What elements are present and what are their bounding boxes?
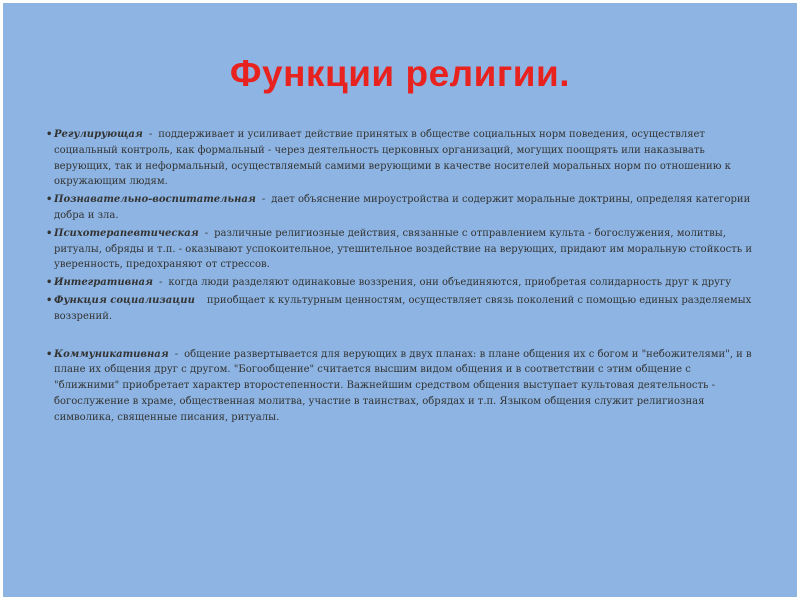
item-text: общение развертывается для верующих в двух планах: в плане общения их с богом и "небожителями", и в плане их общения друг с другом. "Богообщение" считается высшим видом общения и в соответствии с этим общение с "ближними" приобретает характер второстепенности. Важнейшим средством общения выступает культовая деятельность - богослужение в храме, общественная молитва, участие в таинствах, обрядах и т.п. Языком общения служит религиозная символика, священные писания, ритуалы. bbox=[54, 348, 752, 423]
list-item-cognitive bbox=[48, 192, 756, 224]
item-term: Коммуникативная bbox=[54, 348, 169, 360]
item-separator: - bbox=[174, 348, 179, 360]
bullet-icon: • bbox=[46, 227, 53, 239]
bullet-icon: • bbox=[46, 348, 53, 360]
list-item-socialization bbox=[48, 293, 756, 325]
item-text: дает объяснение мироустройства и содержит моральные доктрины, определяя категории добра и зла. bbox=[54, 194, 751, 221]
list-item-communicative bbox=[48, 347, 756, 426]
item-text: различные религиозные действия, связанные с отправлением культа - богослужения, молитвы, ритуалы, обряды и т.п. - оказывают успокоительное, утешительное воздействие на верующих, придают им моральную стойкость и уверенность, предохраняют от стрессов. bbox=[54, 227, 753, 271]
item-separator: - bbox=[158, 277, 163, 289]
bullet-icon: • bbox=[46, 194, 53, 206]
item-separator: - bbox=[261, 194, 266, 206]
item-term: Регулирующая bbox=[54, 129, 143, 140]
bullet-icon: • bbox=[46, 129, 53, 140]
item-separator: - bbox=[204, 227, 209, 239]
list-item-psychotherapeutic bbox=[48, 226, 756, 273]
slide-title: Функции религии. bbox=[229, 53, 571, 94]
bullet-icon: • bbox=[46, 294, 53, 306]
functions-list bbox=[48, 127, 756, 428]
list-item-integrative bbox=[48, 275, 756, 291]
item-text: когда люди разделяют одинаковые воззрения, они объединяются, приобретая солидарность друг к другу bbox=[168, 277, 732, 289]
bullet-icon: • bbox=[46, 277, 53, 289]
slide bbox=[3, 3, 797, 597]
item-term: Функция социализации bbox=[54, 294, 195, 306]
item-separator: - bbox=[148, 129, 153, 140]
item-text: поддерживает и усиливает действие принятых в обществе социальных норм поведения, осуществляет социальный контроль, как формальный - через деятельность церковных организаций, могущих поощрять или наказывать верующих, так и неформальный, осуществляемый самими верующими в качестве носителей моральных норм по отношению к окружающим людям. bbox=[54, 129, 731, 188]
item-term: Психотерапевтическая bbox=[54, 227, 199, 239]
item-term: Интегративная bbox=[54, 277, 153, 289]
item-term: Познавательно-воспитательная bbox=[54, 194, 256, 206]
item-text: приобщает к культурным ценностям, осуществляет связь поколений с помощью единых разделяемых воззрений. bbox=[54, 294, 752, 322]
list-item-regulating bbox=[48, 127, 756, 190]
